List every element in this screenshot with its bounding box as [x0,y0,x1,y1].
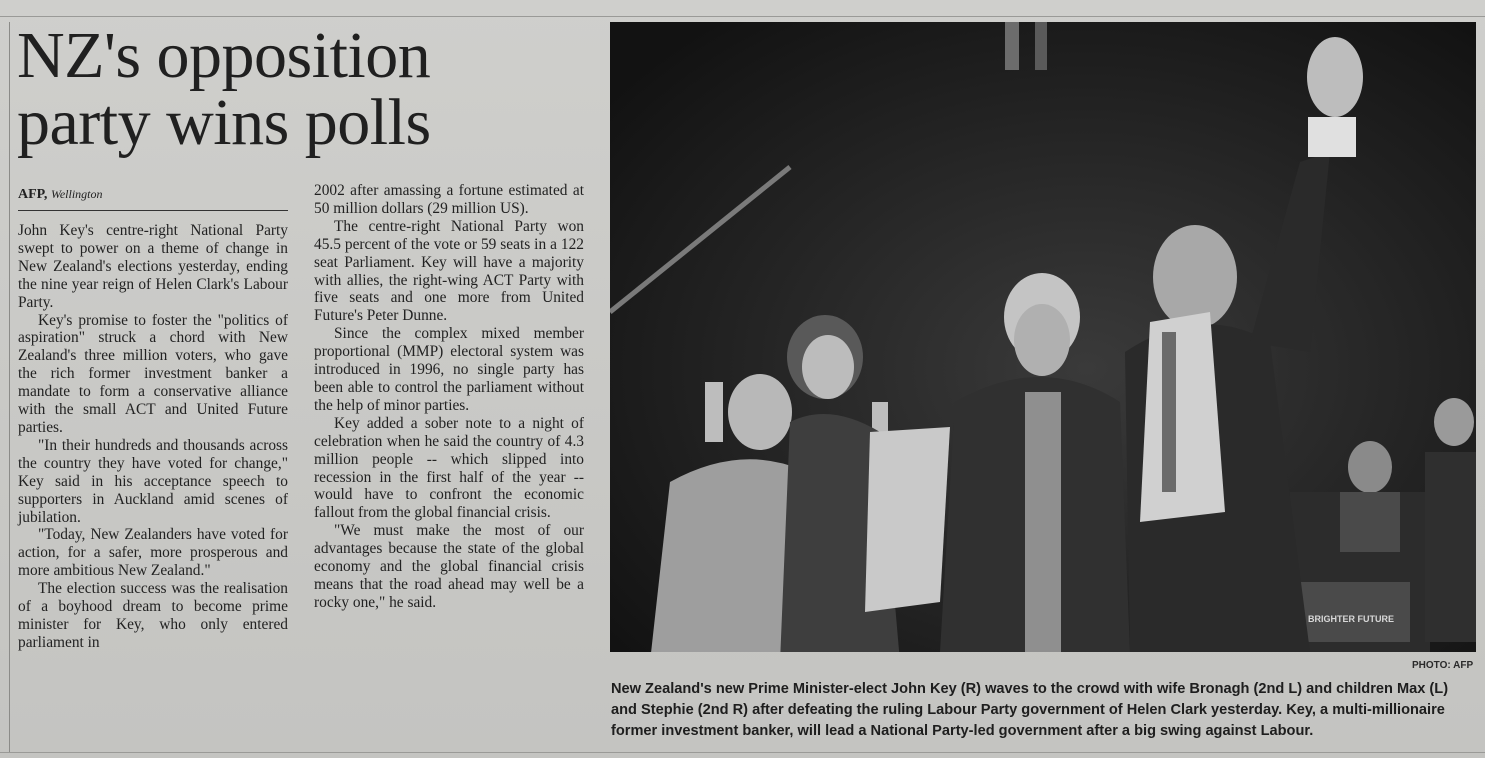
news-photo [610,22,1476,652]
paragraph: Key's promise to foster the "politics of aspiration" struck a chord with New Zealand's three million voters, who gave the rich former investment banker a mandate to form a conservative alliance with the small ACT and United Future parties. [18,311,288,436]
paragraph: 2002 after amassing a fortune estimated at 50 million dollars (29 million US). [314,182,584,217]
photo-illustration [610,22,1476,652]
byline-agency: AFP, [18,187,48,202]
paragraph: Key added a sober note to a night of celebration when he said the country of 4.3 million people -- which slipped into recession in the first half of the year -- would have to confront the economic fallout from the global financial crisis. [314,414,584,522]
article-column-1 [18,222,288,652]
top-rule [0,16,1485,17]
byline-place: Wellington [50,187,103,201]
article-headline [17,19,607,159]
byline-rule [18,210,288,211]
paragraph: "We must make the most of our advantages because the state of the global economy and the global financial crisis means that the road ahead may well be a rocky one," he said. [314,522,584,611]
headline-line-1: NZ's opposition [17,19,431,92]
paragraph: The election success was the realisation of a boyhood dream to become prime minister for Key, who only entered parliament in [18,580,288,651]
headline-line-2: party wins polls [17,86,431,159]
paragraph: John Key's centre-right National Party swept to power on a theme of change in New Zealand's elections yesterday, ending the nine year reign of Helen Clark's Labour Party. [18,222,288,311]
photo-caption: New Zealand's new Prime Minister-elect John Key (R) waves to the crowd with wife Bronagh (2nd L) and children Max (L) and Stephie (2nd R) after defeating the ruling Labour Party government of Helen Clark yesterday. Key, a multi-millionaire former investment banker, will lead a National Party-led government after a big swing against Labour. [611,681,1449,739]
photo-credit: PHOTO: AFP [1412,660,1474,671]
bottom-rule [0,752,1485,753]
byline [18,187,103,203]
paragraph: The centre-right National Party won 45.5 percent of the vote or 59 seats in a 122 seat Parliament. Key will have a majority with allies, the right-wing ACT Party with five seats and one more from United Future's Peter Dunne. [314,217,584,325]
paragraph: "In their hundreds and thousands across the country they have voted for change," Key said in his acceptance speech to supporters in Auckland amid scenes of jubilation. [18,436,288,526]
paragraph: "Today, New Zealanders have voted for action, for a safer, more prosperous and more ambitious New Zealand." [18,526,288,580]
podium-sign: BRIGHTER FUTURE [1308,614,1394,624]
article-column-2 [314,182,584,612]
paragraph: Since the complex mixed member proportional (MMP) electoral system was introduced in 1996, no single party has been able to control the parliament without the help of minor parties. [314,325,584,414]
left-column-rule [9,22,10,752]
